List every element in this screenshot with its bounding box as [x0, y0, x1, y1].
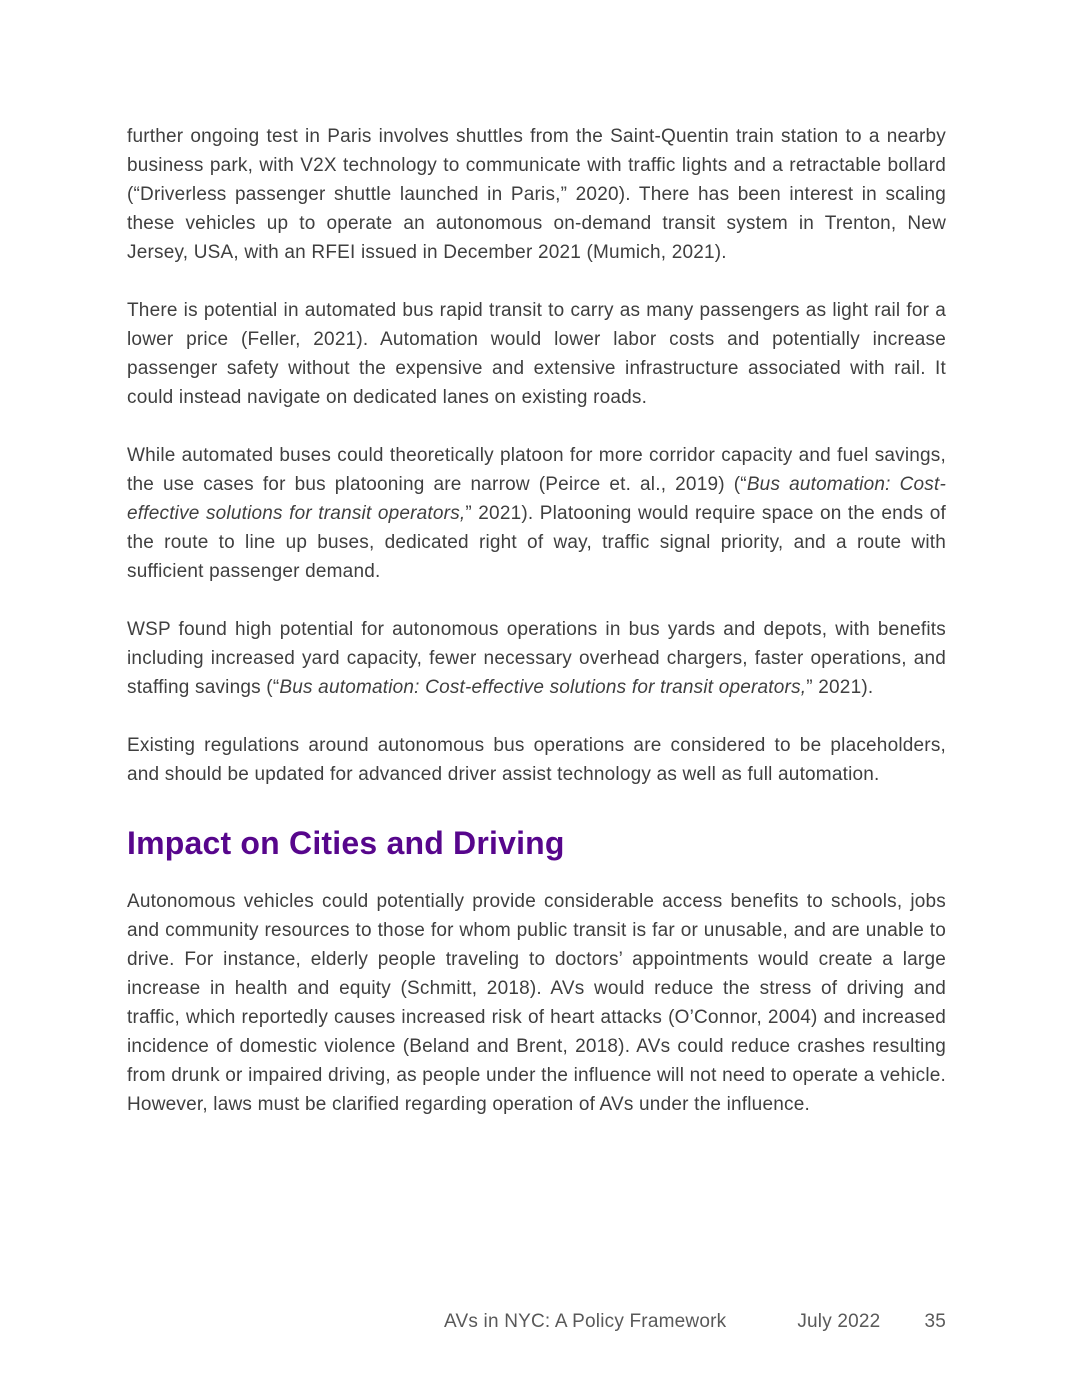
section-heading: Impact on Cities and Driving [127, 825, 565, 861]
paragraph: further ongoing test in Paris involves shuttles from the Saint-Quentin train station to a nearby business park, with V2X technology to communicate with traffic lights and a retractable bollard (“Driverless passenger shuttle launched in Paris,” 2020). There has been interest in scaling these vehicles up to operate an autonomous on-demand transit system in Trenton, New Jersey, USA, with an RFEI issued in December 2021 (Mumich, 2021). [127, 126, 946, 263]
page-body [127, 122, 946, 1148]
paragraph: There is potential in automated bus rapid transit to carry as many passengers as light rail for a lower price (Feller, 2021). Automation would lower labor costs and potentially increase passenger safety without the expensive and extensive infrastructure associated with rail. It could instead navigate on dedicated lanes on existing roads. [127, 300, 946, 408]
paragraph: Autonomous vehicles could potentially provide considerable access benefits to schools, jobs and community resources to those for whom public transit is far or unusable, and are unable to drive. For instance, elderly people traveling to doctors’ appointments would create a large increase in health and equity (Schmitt, 2018). AVs would reduce the stress of driving and traffic, which reportedly causes increased risk of heart attacks (O’Connor, 2004) and increased incidence of domestic violence (Beland and Brent, 2018). AVs could reduce crashes resulting from drunk or impaired driving, as people under the influence will not need to operate a vehicle. However, laws must be clarified regarding operation of AVs under the influence. [127, 891, 946, 1115]
paragraph: WSP found high potential for autonomous operations in bus yards and depots, with benefits including increased yard capacity, fewer necessary overhead chargers, faster operations, and staffing savings (“Bus automation: Cost-effective solutions for transit operators,” 2021). [127, 619, 946, 698]
page-footer [444, 1308, 946, 1336]
footer-page-number: 35 [924, 1311, 946, 1332]
footer-date: July 2022 [797, 1311, 881, 1332]
paragraph: While automated buses could theoretically platoon for more corridor capacity and fuel savings, the use cases for bus platooning are narrow (Peirce et. al., 2019) (“Bus automation: Cost-effective solutions for transit operators,” 2021). Platooning would require space on the ends of the route to line up buses, dedicated right of way, traffic signal priority, and a route with sufficient passenger demand. [127, 445, 946, 582]
footer-report-title: AVs in NYC: A Policy Framework [444, 1311, 727, 1332]
paragraph: Existing regulations around autonomous bus operations are considered to be placeholders, and should be updated for advanced driver assist technology as well as full automation. [127, 735, 946, 785]
